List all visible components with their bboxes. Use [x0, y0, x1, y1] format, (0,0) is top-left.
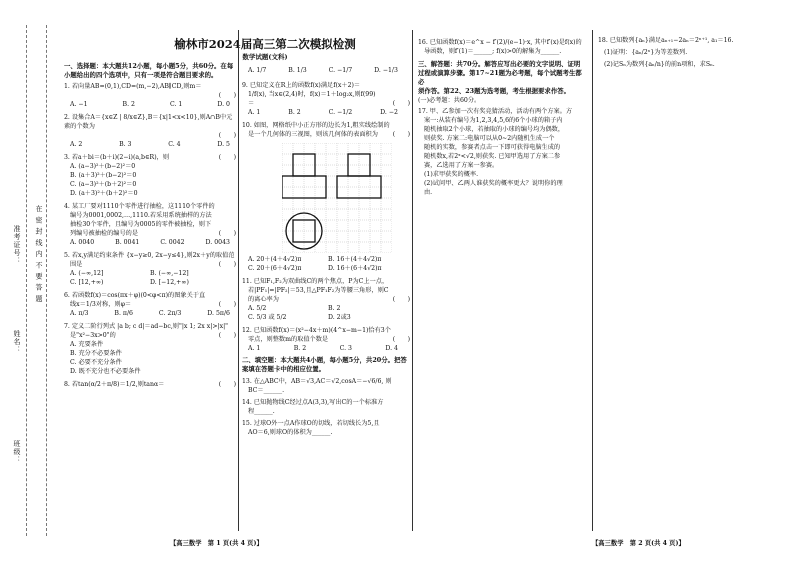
section-1-heading: 一、选择题：本大题共12小题，每小题5分，共60分。在每小题给出的四个选项中，只有一项是符合题目要求的。: [64, 62, 234, 79]
question-16-line-2: 导函数，则f′(1)＝______; f(x)>0的解集为______.: [424, 48, 562, 55]
question-17-part-1: (1)求甲获奖的概率.: [424, 171, 479, 178]
question-17-line-6: 随机数x,若2ˣ<√2,则获奖. 已知甲选用了方案二参: [424, 153, 561, 160]
q7-option-b: B. 充分不必要条件: [70, 350, 122, 357]
question-18-part-1: (1)证明：{aₙ/2ⁿ}为等差数列.: [604, 49, 688, 56]
question-17-line-4: 则获奖. 方案二:电脑可以从0~2内随机生成一个: [424, 135, 555, 142]
q1-answer-paren: ( ): [218, 92, 236, 99]
question-17-part-2-cont: 由.: [424, 189, 433, 196]
question-15-line-1: 15. 过球O外一点A作球O的切线，若切线长为5,且: [242, 420, 380, 427]
seal-dashed-line-2: [46, 25, 47, 536]
question-17-line-7: 赛，乙选用了方案一参赛。: [424, 162, 499, 169]
question-17-line-3: 随机抽取2个小球，若抽取的小球的编号均为偶数，: [424, 126, 565, 133]
q11-options-ab: A. 5/2 B. 2: [248, 305, 341, 312]
section-3-line-1: 三、解答题：共70分。解答应写出必要的文字说明、证明: [418, 60, 581, 68]
q5-options-ab: A. (−∞,12] B. (−∞,−12]: [70, 270, 189, 277]
question-6-line-2: 线x＝1/3对称，则φ＝ ( ): [70, 301, 236, 308]
question-9-line-2: 1/f(x), 当x∈(2,4)时，f(x)＝1＋log₂x,则f(99): [248, 91, 376, 98]
exam-number-label: 准考证号：: [13, 225, 21, 265]
question-4-line-4: 列编号被抽检的编号的是 ( ): [70, 230, 236, 237]
exam-title: 榆林市2024届高三第二次模拟检测: [174, 37, 356, 51]
q5-options-cd: C. [12,+∞) D. [−12,+∞): [70, 279, 189, 286]
q2-options: A. 2 B. 3 C. 4 D. 5: [70, 141, 230, 148]
question-10-line-2: 是一个几何体的三视图，则该几何体的表面积为 ( ): [248, 131, 410, 138]
name-label: 姓名：: [13, 330, 21, 354]
q1-options: A. −1 B. 2 C. 1 D. 0: [70, 101, 230, 108]
q10-options-ab: A. 20＋(4＋4√2)π B. 16＋(4＋4√2)π: [248, 256, 382, 263]
q8-options: A. 1/7 B. 1/3 C. −1/7 D. −1/3: [248, 67, 398, 74]
column-divider-2: [412, 30, 413, 531]
question-7-line-2: 是"x²−3x>0"的 ( ): [70, 332, 236, 339]
column-2: [242, 62, 410, 437]
question-17-line-2: 案一:从装有编号为1,2,3,4,5,6的6个小球的箱子内: [424, 117, 563, 124]
q3-option-b: B. (a＋3)²＋(b−2)²＝0: [70, 172, 137, 179]
q6-options: A. π/3 B. π/6 C. 2π/3 D. 5π/6: [70, 310, 230, 317]
question-16-line-1: 16. 已知函数f(x)＝e^x − f′(2)/(e−1)·x, 其中f′(x)是f(x)的: [418, 39, 582, 46]
question-5-line-1: 5. 若x,y满足约束条件 {x−y≥0, 2x−y≤4},则2x＋y的取值范: [64, 252, 235, 259]
question-12-line-1: 12. 已知函数f(x)＝(x²−4x＋m)(4^x−m−1)恰有3个: [242, 327, 391, 334]
q11-options-cd: C. 5/3 或 5/2 D. 2或3: [248, 314, 351, 321]
question-18-part-2: (2)记Sₙ为数列{aₙ/n}的前n项和，求Sₙ.: [604, 61, 715, 68]
q10-options-cd: C. 20＋(6＋4√2)π D. 16＋(6＋4√2)π: [248, 265, 382, 272]
q7-option-c: C. 必要不充分条件: [70, 359, 122, 366]
question-2: 2. 设集合A＝{x∈Z | 8/x∈Z},B＝{x|1<x<10},则A∩B中元素的个数为: [64, 114, 233, 130]
question-17-line-1: 17. 甲、乙参加一次有奖竞猜活动，活动有两个方案。方: [418, 108, 573, 115]
exam-subtitle: 数学试题(文科): [242, 53, 288, 61]
question-6-line-1: 6. 若函数f(x)＝cos(πx＋φ)(0<φ<π)的图象关于直: [64, 292, 206, 299]
question-10-line-1: 10. 如图，网格纸中小正方形的边长为1,粗实线绘制的: [242, 122, 390, 129]
column-divider-1: [238, 30, 239, 531]
q12-options: A. 1 B. 2 C. 3 D. 4: [248, 345, 398, 352]
question-5-line-2: 围是 ( ): [70, 261, 236, 268]
footer-page-1: 【高三数学 第 1 页(共 4 页)】: [170, 540, 263, 547]
question-13-line-2: BC＝______.: [248, 387, 285, 394]
question-4-line-1: 4. 某工厂要对1110个零件进行抽检，这1110个零件的: [64, 203, 215, 210]
question-9-line-3: ＝ ( ): [248, 100, 410, 107]
q7-option-a: A. 充要条件: [70, 341, 104, 348]
question-4-line-3: 抽检30个零件，且编号为0005的零件被抽检，则下: [70, 221, 212, 228]
question-4-line-2: 编号为0001,0002,…,1110.若采用系统抽样的方法: [70, 212, 212, 219]
column-3: [418, 38, 588, 197]
seal-dashed-line: [26, 25, 27, 536]
class-label: 班级：: [13, 440, 21, 464]
question-14-line-1: 14. 已知抛物线C经过点A(3,3),写出C的一个标准方: [242, 399, 384, 406]
question-1: 1. 若向量AB=(0,1),CD=(m,−2),AB∥CD,则m＝: [64, 83, 202, 90]
question-17-part-2: (2)试问甲、乙两人谁获奖的概率更大？说明你的理: [424, 180, 563, 187]
column-4: [598, 36, 786, 69]
question-14-line-2: 程______.: [248, 408, 275, 415]
question-17-line-5: 随机的实数，参赛者点击一下即可获得电脑生成的: [424, 144, 561, 151]
question-12-line-2: 零点，则整数m的取值个数是 ( ): [248, 336, 410, 343]
seal-line-text: 在 密 封 线 内 不 要 答 题: [35, 205, 43, 303]
question-8: 8. 若tan(α/2＋π/8)＝1/2,则tanα＝ ( ): [64, 381, 236, 388]
footer-page-2: 【高三数学 第 2 页(共 4 页)】: [592, 540, 685, 547]
q4-options: A. 0040 B. 0041 C. 0042 D. 0043: [70, 239, 230, 246]
section-2-heading: 二、填空题：本大题共4小题，每小题5分，共20分。把答案填在答题卡中的相应位置。: [242, 356, 407, 373]
question-15-line-2: AO＝6,则球O的体积为______.: [248, 429, 333, 436]
q9-options: A. 1 B. 2 C. −1/2 D. −2: [248, 109, 398, 116]
section-3-line-2: 过程或演算步骤。第17~21题为必考题，每个试题考生都必: [418, 69, 582, 86]
q2-answer-paren: ( ): [218, 132, 236, 139]
question-11-line-1: 11. 已知F₁,F₂为双曲线C的两个焦点，P为C上一点，: [242, 278, 389, 285]
q3-option-d: D. (a＋3)²＋(b＋2)²＝0: [70, 190, 138, 197]
column-divider-3: [592, 30, 593, 531]
q7-option-d: D. 既不充分也不必要条件: [70, 368, 141, 375]
question-13-line-1: 13. 在△ABC中，AB＝√3,AC＝√2,cosA＝−√6/6, 则: [242, 378, 392, 385]
question-3: 3. 若a＋bi＝(b＋i)(2−i)(a,b∈R)，则 ( ): [64, 154, 236, 161]
question-11-line-3: 的离心率为 ( ): [248, 296, 410, 303]
column-1: [64, 62, 236, 389]
q3-option-a: A. (a−3)²＋(b−2)²＝0: [70, 163, 136, 170]
q3-option-c: C. (a−3)²＋(b＋2)²＝0: [70, 181, 137, 188]
section-3-line-4: (一)必考题：共60分。: [418, 97, 481, 104]
section-3-line-3: 须作答。第22、23题为选考题，考生根据要求作答。: [418, 87, 570, 95]
question-9-line-1: 9. 已知定义在R上的函数f(x)满足f(x＋2)＝: [242, 82, 361, 89]
question-11-line-2: 若|PF₁|=|PF₂|＝53,且△PF₁F₂为等腰三角形，则C: [248, 287, 389, 294]
question-7-line-1: 7. 定义二阶行列式 |a b; c d|＝ad−bc,则"|x 1; 2x x|>|x|": [64, 323, 229, 330]
question-18-line-1: 18. 已知数列{aₙ}满足aₙ₊₁−2aₙ＝2ⁿ⁺¹, a₁＝16.: [598, 37, 734, 44]
three-view-figure: [282, 143, 392, 253]
